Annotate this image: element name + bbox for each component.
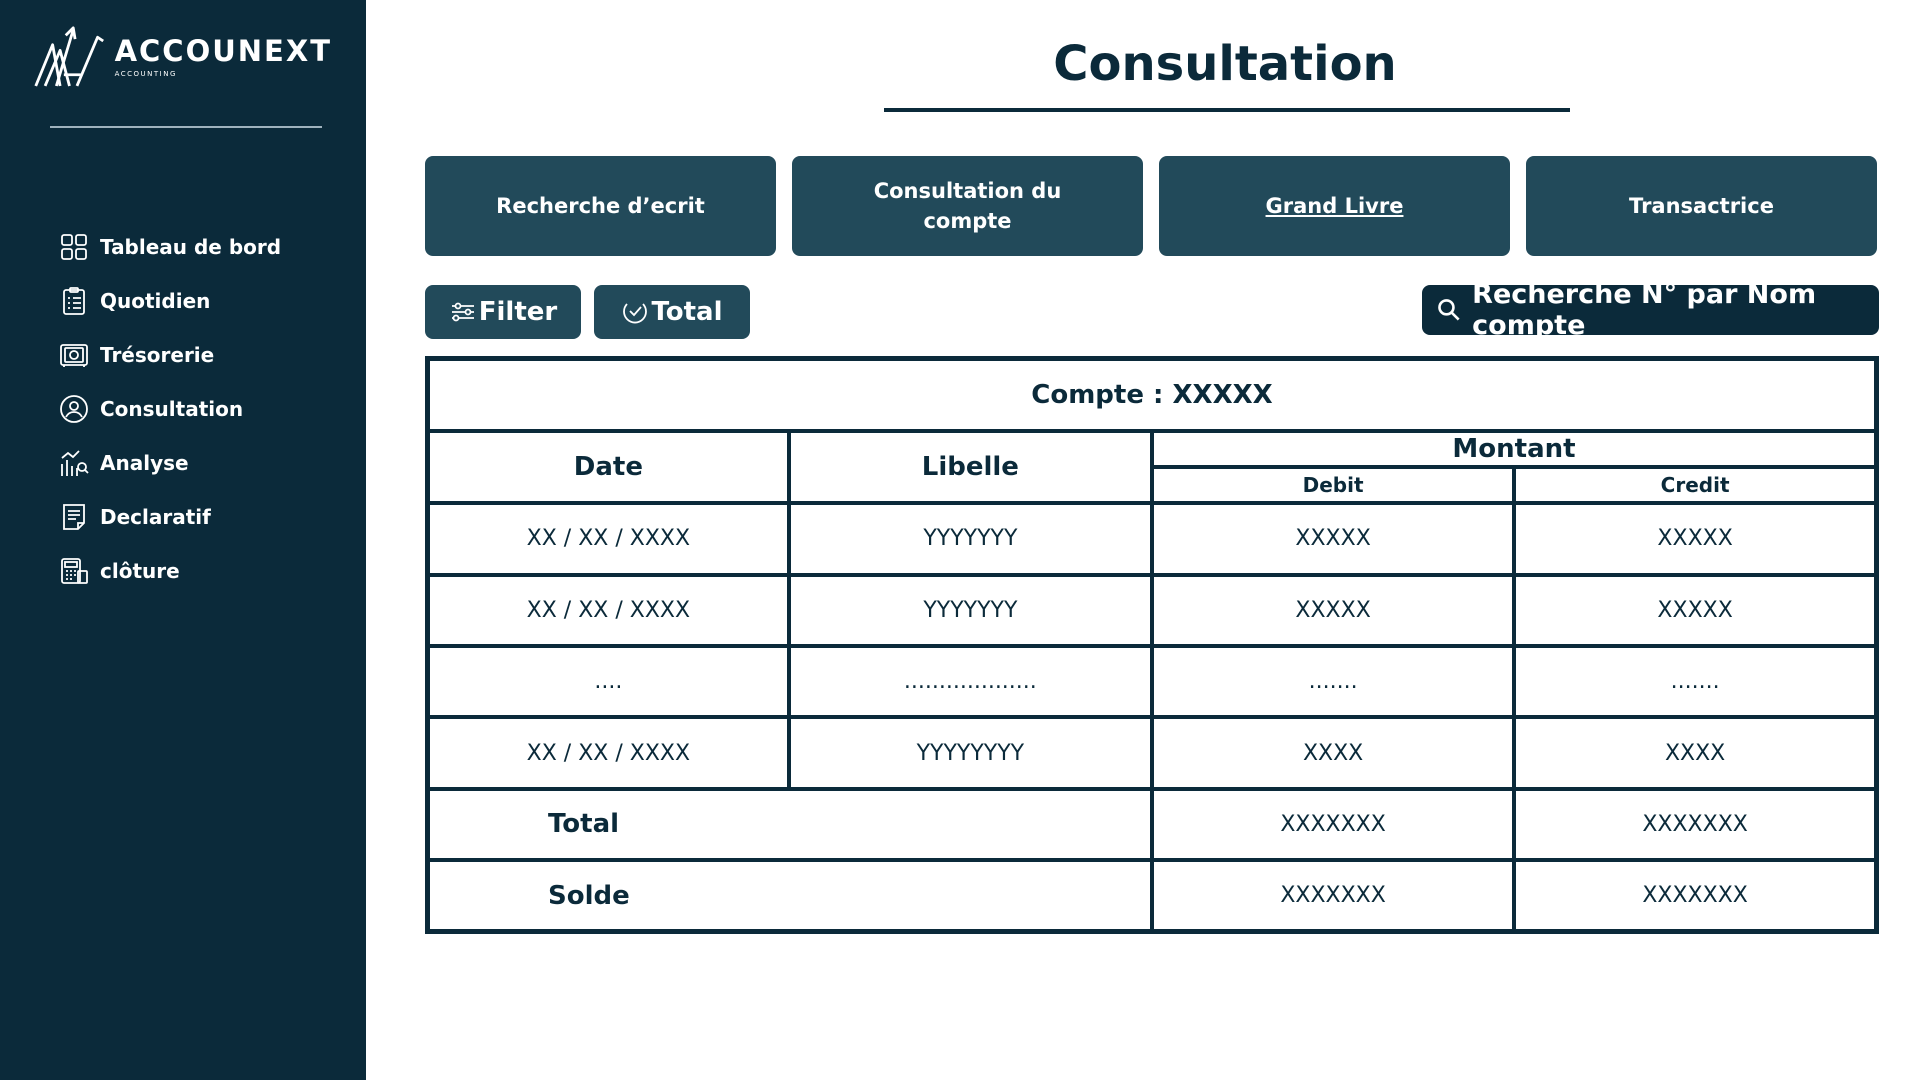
- dashboard-icon: [58, 231, 90, 263]
- sidebar: [0, 0, 366, 1080]
- sliders-icon: [449, 298, 477, 326]
- cell-libelle: YYYYYYY: [789, 503, 1152, 574]
- clipboard-icon: [58, 285, 90, 317]
- total-button[interactable]: [594, 285, 750, 339]
- solde-credit: XXXXXXX: [1514, 860, 1876, 931]
- table-row[interactable]: [428, 646, 1877, 717]
- cell-date: XX / XX / XXXX: [428, 717, 789, 788]
- sidebar-item-label: Analyse: [100, 451, 189, 475]
- cell-libelle: YYYYYYY: [789, 575, 1152, 646]
- table-row[interactable]: [428, 503, 1877, 574]
- calculator-icon: [58, 555, 90, 587]
- sidebar-item-tableau-de-bord[interactable]: [58, 220, 358, 274]
- table-row[interactable]: [428, 717, 1877, 788]
- sidebar-item-label: Trésorerie: [100, 343, 215, 367]
- sidebar-item-cloture[interactable]: [58, 544, 358, 598]
- sidebar-item-label: Declaratif: [100, 505, 211, 529]
- cell-credit: XXXXX: [1514, 503, 1876, 574]
- sidebar-item-analyse[interactable]: [58, 436, 358, 490]
- ledger-table: [425, 356, 1879, 934]
- tab-grand-livre[interactable]: Grand Livre: [1159, 156, 1510, 256]
- account-label: Compte : XXXXX: [428, 359, 1877, 431]
- col-header-credit: Credit: [1514, 467, 1876, 503]
- refresh-check-icon: [621, 298, 649, 326]
- search-account-button[interactable]: [1422, 279, 1879, 341]
- cell-date: XX / XX / XXXX: [428, 575, 789, 646]
- cell-libelle: ...................: [789, 646, 1152, 717]
- solde-label: Solde: [428, 860, 1152, 931]
- sidebar-nav: [58, 220, 358, 598]
- safe-icon: [58, 339, 90, 371]
- sidebar-item-label: Consultation: [100, 397, 244, 421]
- sidebar-divider: [50, 126, 322, 128]
- sidebar-item-label: Quotidien: [100, 289, 211, 313]
- cell-debit: XXXX: [1152, 717, 1514, 788]
- sidebar-item-declaratif[interactable]: [58, 490, 358, 544]
- search-label: Recherche N° par Nom compte: [1472, 279, 1817, 341]
- sidebar-item-quotidien[interactable]: [58, 274, 358, 328]
- title-underline: [884, 108, 1570, 112]
- search-icon: [1436, 295, 1462, 325]
- total-debit: XXXXXXX: [1152, 789, 1514, 860]
- brand-logo[interactable]: [32, 18, 332, 93]
- col-header-date: Date: [428, 431, 789, 503]
- cell-credit: XXXX: [1514, 717, 1876, 788]
- solde-row: [428, 860, 1877, 931]
- brand-name: ACCOUNEXT: [114, 33, 332, 68]
- document-icon: [58, 501, 90, 533]
- cell-debit: XXXXX: [1152, 575, 1514, 646]
- tab-bar: [425, 156, 1877, 256]
- page-title: Consultation: [1053, 36, 1397, 92]
- total-row: [428, 789, 1877, 860]
- brand-tagline: ACCOUNTING: [114, 69, 177, 78]
- sidebar-item-tresorerie[interactable]: [58, 328, 358, 382]
- tab-consultation-compte[interactable]: Consultation du compte: [792, 156, 1143, 256]
- filter-button[interactable]: [425, 285, 581, 339]
- total-label: Total: [651, 297, 723, 327]
- tab-transactrice[interactable]: Transactrice: [1526, 156, 1877, 256]
- filter-label: Filter: [478, 297, 558, 327]
- col-header-libelle: Libelle: [789, 431, 1152, 503]
- cell-debit: .......: [1152, 646, 1514, 717]
- cell-credit: .......: [1514, 646, 1876, 717]
- col-header-montant: Montant: [1152, 431, 1877, 467]
- cell-libelle: YYYYYYYY: [789, 717, 1152, 788]
- total-credit: XXXXXXX: [1514, 789, 1876, 860]
- sidebar-item-consultation[interactable]: [58, 382, 358, 436]
- cell-date: ....: [428, 646, 789, 717]
- sidebar-item-label: Tableau de bord: [100, 235, 282, 259]
- user-circle-icon: [58, 393, 90, 425]
- logo-mark-icon: [32, 20, 113, 92]
- tab-recherche-ecrit[interactable]: Recherche d’ecrit: [425, 156, 776, 256]
- col-header-debit: Debit: [1152, 467, 1514, 503]
- sidebar-item-label: clôture: [100, 559, 180, 583]
- total-label: Total: [428, 789, 1152, 860]
- solde-debit: XXXXXXX: [1152, 860, 1514, 931]
- table-row[interactable]: [428, 575, 1877, 646]
- chart-search-icon: [58, 447, 90, 479]
- cell-credit: XXXXX: [1514, 575, 1876, 646]
- cell-debit: XXXXX: [1152, 503, 1514, 574]
- cell-date: XX / XX / XXXX: [428, 503, 789, 574]
